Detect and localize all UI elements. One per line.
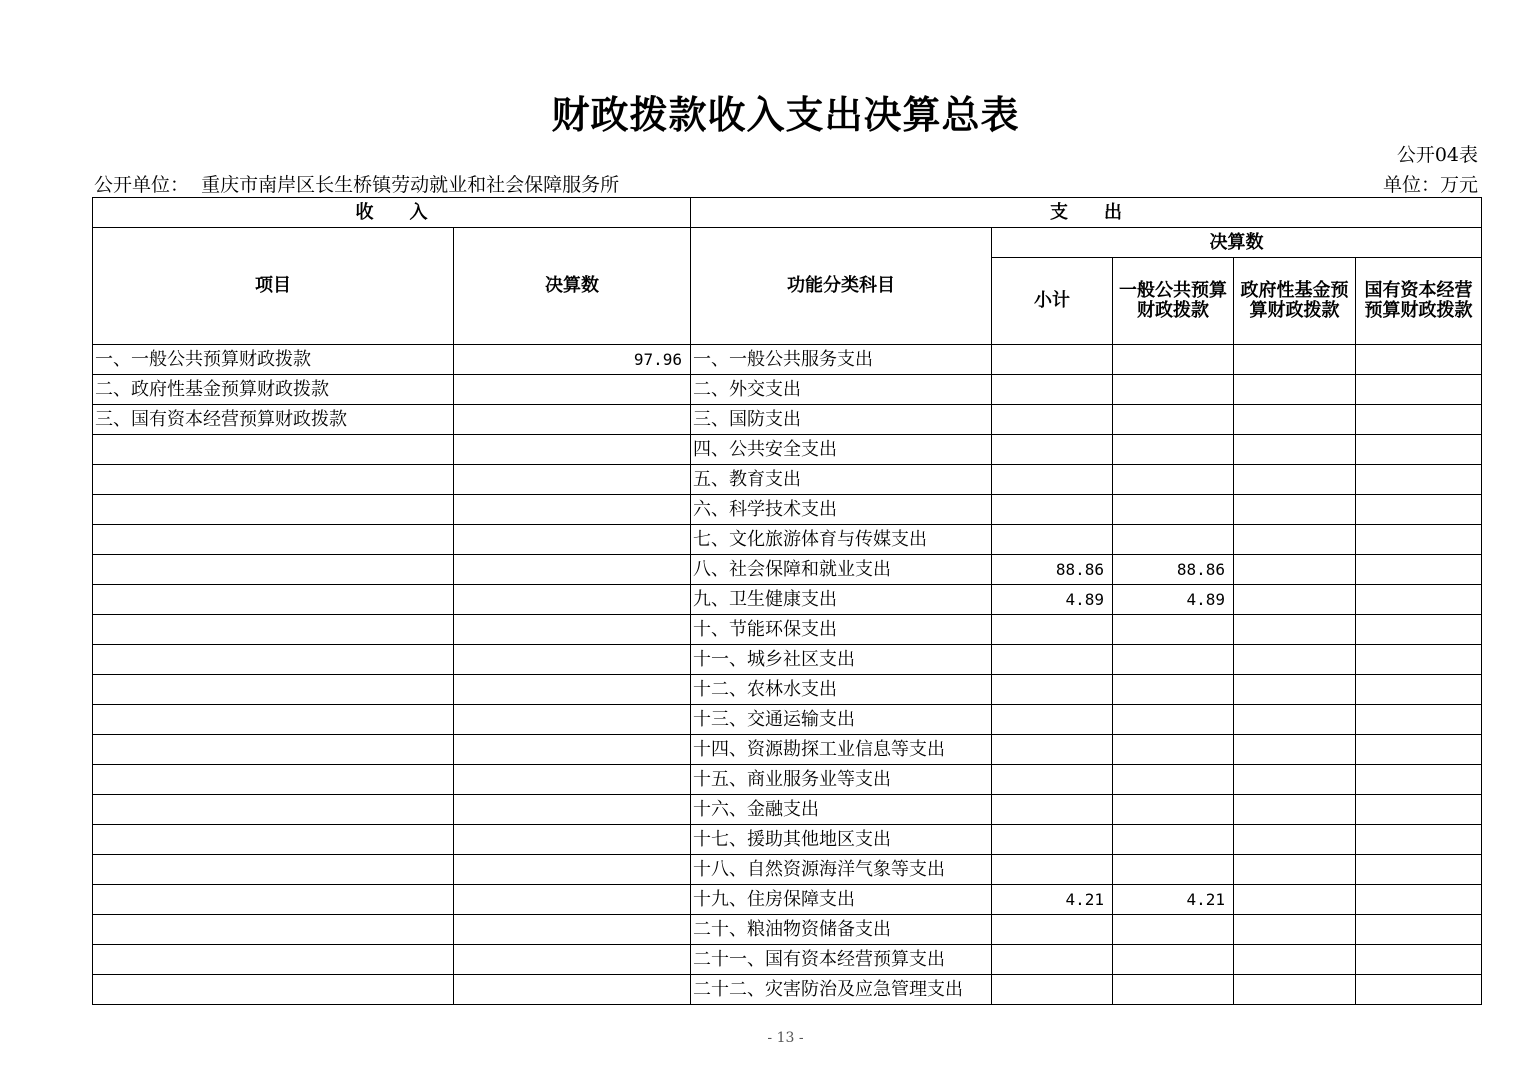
subtotal-cell bbox=[992, 345, 1113, 375]
expense-item-cell: 十七、援助其他地区支出 bbox=[691, 825, 992, 855]
income-amount-cell bbox=[454, 705, 691, 735]
table-row bbox=[93, 915, 1482, 945]
state-capital-cell bbox=[1356, 345, 1482, 375]
general-budget-cell: 4.21 bbox=[1113, 885, 1234, 915]
income-item-cell bbox=[93, 855, 454, 885]
expense-item-cell: 八、社会保障和就业支出 bbox=[691, 555, 992, 585]
table-row bbox=[93, 375, 1482, 405]
general-budget-cell bbox=[1113, 915, 1234, 945]
general-budget-cell bbox=[1113, 765, 1234, 795]
income-amount-cell bbox=[454, 375, 691, 405]
income-amount-cell bbox=[454, 735, 691, 765]
income-item-cell bbox=[93, 945, 454, 975]
gov-fund-cell bbox=[1234, 405, 1356, 435]
income-amount-cell bbox=[454, 615, 691, 645]
income-amount-cell: 97.96 bbox=[454, 345, 691, 375]
subtotal-cell bbox=[992, 705, 1113, 735]
income-item-cell bbox=[93, 495, 454, 525]
expense-item-cell: 十四、资源勘探工业信息等支出 bbox=[691, 735, 992, 765]
income-item-cell bbox=[93, 825, 454, 855]
income-amount-cell bbox=[454, 585, 691, 615]
income-amount-cell bbox=[454, 975, 691, 1005]
income-amount-cell bbox=[454, 885, 691, 915]
general-budget-cell bbox=[1113, 735, 1234, 765]
general-budget-cell bbox=[1113, 375, 1234, 405]
subtotal-cell bbox=[992, 975, 1113, 1005]
general-budget-cell bbox=[1113, 795, 1234, 825]
expense-item-cell: 十五、商业服务业等支出 bbox=[691, 765, 992, 795]
state-capital-cell bbox=[1356, 555, 1482, 585]
amount-header: 决算数 bbox=[454, 228, 691, 345]
table-row bbox=[93, 645, 1482, 675]
gov-fund-cell bbox=[1234, 975, 1356, 1005]
general-budget-cell bbox=[1113, 495, 1234, 525]
table-row bbox=[93, 765, 1482, 795]
gov-fund-cell bbox=[1234, 435, 1356, 465]
table-row bbox=[93, 465, 1482, 495]
subtotal-cell bbox=[992, 465, 1113, 495]
unit-label: 单位：万元 bbox=[1382, 174, 1478, 196]
subtotal-cell bbox=[992, 915, 1113, 945]
income-amount-cell bbox=[454, 765, 691, 795]
gov-fund-cell bbox=[1234, 945, 1356, 975]
state-capital-cell bbox=[1356, 645, 1482, 675]
income-item-cell bbox=[93, 765, 454, 795]
state-capital-cell bbox=[1356, 975, 1482, 1005]
income-item-cell bbox=[93, 525, 454, 555]
income-amount-cell bbox=[454, 555, 691, 585]
subtotal-cell bbox=[992, 435, 1113, 465]
subtotal-cell bbox=[992, 375, 1113, 405]
state-capital-header: 国有资本经营预算财政拨款 bbox=[1356, 258, 1482, 345]
general-budget-cell bbox=[1113, 705, 1234, 735]
subtotal-cell bbox=[992, 825, 1113, 855]
expense-item-cell: 二、外交支出 bbox=[691, 375, 992, 405]
subtotal-cell bbox=[992, 735, 1113, 765]
general-budget-cell bbox=[1113, 675, 1234, 705]
expense-item-cell: 十、节能环保支出 bbox=[691, 615, 992, 645]
subtotal-cell bbox=[992, 765, 1113, 795]
item-header: 项目 bbox=[93, 228, 454, 345]
state-capital-cell bbox=[1356, 825, 1482, 855]
income-item-cell bbox=[93, 885, 454, 915]
gov-fund-cell bbox=[1234, 375, 1356, 405]
state-capital-cell bbox=[1356, 945, 1482, 975]
income-amount-cell bbox=[454, 495, 691, 525]
org-info bbox=[94, 170, 619, 197]
gov-fund-cell bbox=[1234, 555, 1356, 585]
expense-item-cell: 二十、粮油物资储备支出 bbox=[691, 915, 992, 945]
gov-fund-cell bbox=[1234, 645, 1356, 675]
income-amount-cell bbox=[454, 825, 691, 855]
expense-item-cell: 十一、城乡社区支出 bbox=[691, 645, 992, 675]
table-row bbox=[93, 855, 1482, 885]
subtotal-cell: 4.89 bbox=[992, 585, 1113, 615]
subtotal-cell bbox=[992, 675, 1113, 705]
income-item-cell bbox=[93, 975, 454, 1005]
expense-item-cell: 二十二、灾害防治及应急管理支出 bbox=[691, 975, 992, 1005]
subtotal-cell bbox=[992, 945, 1113, 975]
expense-item-cell: 十二、农林水支出 bbox=[691, 675, 992, 705]
general-budget-cell bbox=[1113, 465, 1234, 495]
income-item-cell bbox=[93, 585, 454, 615]
expense-item-cell: 五、教育支出 bbox=[691, 465, 992, 495]
income-item-cell bbox=[93, 795, 454, 825]
expense-item-cell: 十九、住房保障支出 bbox=[691, 885, 992, 915]
expense-header: 支 出 bbox=[691, 198, 1482, 228]
income-amount-cell bbox=[454, 645, 691, 675]
table-row bbox=[93, 975, 1482, 1005]
income-amount-cell bbox=[454, 525, 691, 555]
gov-fund-cell bbox=[1234, 675, 1356, 705]
state-capital-cell bbox=[1356, 885, 1482, 915]
table-row bbox=[93, 585, 1482, 615]
state-capital-cell bbox=[1356, 705, 1482, 735]
expense-item-cell: 一、一般公共服务支出 bbox=[691, 345, 992, 375]
income-item-cell: 三、国有资本经营预算财政拨款 bbox=[93, 405, 454, 435]
gov-fund-cell bbox=[1234, 765, 1356, 795]
general-budget-cell bbox=[1113, 975, 1234, 1005]
income-amount-cell bbox=[454, 795, 691, 825]
general-budget-cell bbox=[1113, 615, 1234, 645]
expense-item-cell: 三、国防支出 bbox=[691, 405, 992, 435]
general-budget-cell bbox=[1113, 345, 1234, 375]
subtotal-cell: 4.21 bbox=[992, 885, 1113, 915]
function-class-header: 功能分类科目 bbox=[691, 228, 992, 345]
income-amount-cell bbox=[454, 945, 691, 975]
header-row-2 bbox=[93, 228, 1482, 258]
income-amount-cell bbox=[454, 855, 691, 885]
table-row bbox=[93, 675, 1482, 705]
table-row bbox=[93, 555, 1482, 585]
gov-fund-cell bbox=[1234, 795, 1356, 825]
income-item-cell bbox=[93, 735, 454, 765]
expense-item-cell: 十八、自然资源海洋气象等支出 bbox=[691, 855, 992, 885]
state-capital-cell bbox=[1356, 675, 1482, 705]
income-item-cell bbox=[93, 645, 454, 675]
gov-fund-header: 政府性基金预算财政拨款 bbox=[1234, 258, 1356, 345]
expense-item-cell: 十三、交通运输支出 bbox=[691, 705, 992, 735]
income-item-cell: 一、一般公共预算财政拨款 bbox=[93, 345, 454, 375]
org-name: 重庆市南岸区长生桥镇劳动就业和社会保障服务所 bbox=[201, 174, 620, 196]
gov-fund-cell bbox=[1234, 885, 1356, 915]
income-header: 收 入 bbox=[93, 198, 691, 228]
general-budget-cell: 88.86 bbox=[1113, 555, 1234, 585]
income-amount-cell bbox=[454, 435, 691, 465]
table-row bbox=[93, 945, 1482, 975]
state-capital-cell bbox=[1356, 915, 1482, 945]
general-budget-cell bbox=[1113, 435, 1234, 465]
income-item-cell bbox=[93, 675, 454, 705]
state-capital-cell bbox=[1356, 765, 1482, 795]
table-row bbox=[93, 795, 1482, 825]
income-amount-cell bbox=[454, 465, 691, 495]
expense-item-cell: 七、文化旅游体育与传媒支出 bbox=[691, 525, 992, 555]
state-capital-cell bbox=[1356, 375, 1482, 405]
gov-fund-cell bbox=[1234, 735, 1356, 765]
subtotal-cell: 88.86 bbox=[992, 555, 1113, 585]
expense-item-cell: 十六、金融支出 bbox=[691, 795, 992, 825]
expense-item-cell: 六、科学技术支出 bbox=[691, 495, 992, 525]
table-row bbox=[93, 615, 1482, 645]
expense-item-cell: 九、卫生健康支出 bbox=[691, 585, 992, 615]
subtotal-cell bbox=[992, 615, 1113, 645]
gov-fund-cell bbox=[1234, 615, 1356, 645]
gov-fund-cell bbox=[1234, 465, 1356, 495]
table-row bbox=[93, 435, 1482, 465]
income-item-cell: 二、政府性基金预算财政拨款 bbox=[93, 375, 454, 405]
subtotal-header: 小计 bbox=[992, 258, 1113, 345]
org-label: 公开单位： bbox=[94, 174, 190, 196]
income-item-cell bbox=[93, 615, 454, 645]
gov-fund-cell bbox=[1234, 495, 1356, 525]
gov-fund-cell bbox=[1234, 825, 1356, 855]
gov-fund-cell bbox=[1234, 585, 1356, 615]
income-item-cell bbox=[93, 555, 454, 585]
general-budget-cell bbox=[1113, 525, 1234, 555]
table-row bbox=[93, 495, 1482, 525]
table-row bbox=[93, 405, 1482, 435]
table-row bbox=[93, 345, 1482, 375]
table-row bbox=[93, 705, 1482, 735]
general-budget-cell: 4.89 bbox=[1113, 585, 1234, 615]
gov-fund-cell bbox=[1234, 855, 1356, 885]
general-budget-cell bbox=[1113, 855, 1234, 885]
general-budget-cell bbox=[1113, 405, 1234, 435]
subtotal-cell bbox=[992, 795, 1113, 825]
header-row-1 bbox=[93, 198, 1482, 228]
general-budget-cell bbox=[1113, 645, 1234, 675]
income-item-cell bbox=[93, 915, 454, 945]
state-capital-cell bbox=[1356, 615, 1482, 645]
income-item-cell bbox=[93, 705, 454, 735]
page-title: 财政拨款收入支出决算总表 bbox=[551, 92, 1020, 137]
page-number: - 13 - bbox=[767, 1030, 804, 1046]
income-item-cell bbox=[93, 435, 454, 465]
gov-fund-cell bbox=[1234, 525, 1356, 555]
subtotal-cell bbox=[992, 855, 1113, 885]
state-capital-cell bbox=[1356, 855, 1482, 885]
general-budget-cell bbox=[1113, 825, 1234, 855]
subtotal-cell bbox=[992, 405, 1113, 435]
income-amount-cell bbox=[454, 675, 691, 705]
state-capital-cell bbox=[1356, 465, 1482, 495]
gov-fund-cell bbox=[1234, 915, 1356, 945]
subtotal-cell bbox=[992, 525, 1113, 555]
state-capital-cell bbox=[1356, 495, 1482, 525]
gov-fund-cell bbox=[1234, 345, 1356, 375]
income-amount-cell bbox=[454, 405, 691, 435]
form-number: 公开04表 bbox=[1396, 144, 1478, 166]
gov-fund-cell bbox=[1234, 705, 1356, 735]
subtotal-cell bbox=[992, 645, 1113, 675]
table-row bbox=[93, 825, 1482, 855]
subtotal-cell bbox=[992, 495, 1113, 525]
income-item-cell bbox=[93, 465, 454, 495]
expense-item-cell: 四、公共安全支出 bbox=[691, 435, 992, 465]
general-budget-header: 一般公共预算财政拨款 bbox=[1113, 258, 1234, 345]
state-capital-cell bbox=[1356, 525, 1482, 555]
state-capital-cell bbox=[1356, 585, 1482, 615]
state-capital-cell bbox=[1356, 405, 1482, 435]
state-capital-cell bbox=[1356, 795, 1482, 825]
general-budget-cell bbox=[1113, 945, 1234, 975]
income-amount-cell bbox=[454, 915, 691, 945]
table-row bbox=[93, 885, 1482, 915]
state-capital-cell bbox=[1356, 735, 1482, 765]
table-row bbox=[93, 525, 1482, 555]
table-row bbox=[93, 735, 1482, 765]
summary-table bbox=[92, 197, 1482, 1005]
expense-item-cell: 二十一、国有资本经营预算支出 bbox=[691, 945, 992, 975]
state-capital-cell bbox=[1356, 435, 1482, 465]
final-amount-header: 决算数 bbox=[992, 228, 1482, 258]
